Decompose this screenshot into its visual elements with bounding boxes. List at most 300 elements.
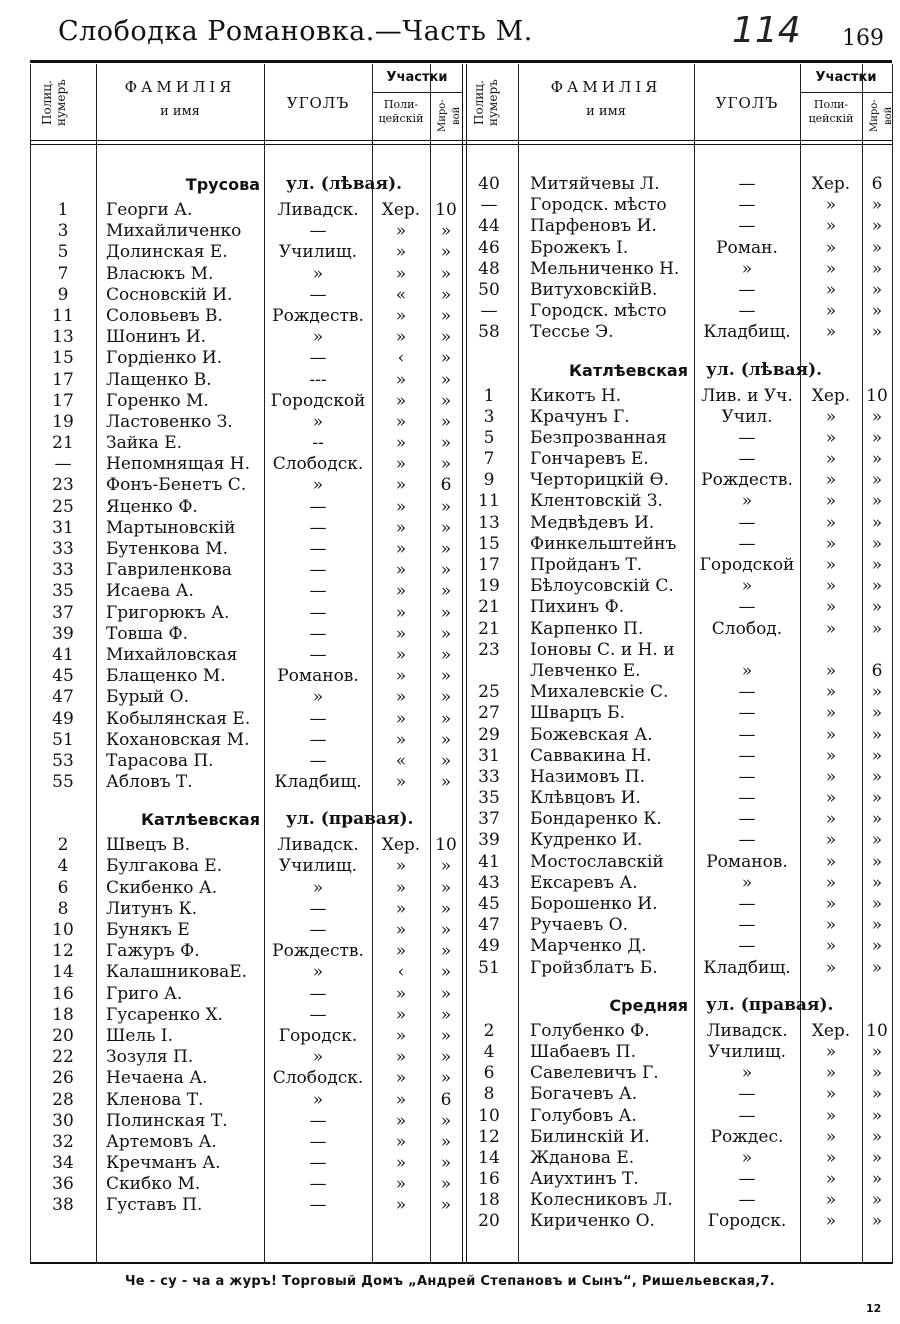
magistrate-district: » [871, 936, 883, 957]
police-district: » [395, 517, 407, 538]
resident-name: Карпенко П. [530, 618, 644, 639]
table-row [460, 322, 892, 343]
table-row [460, 1063, 892, 1084]
table-row [30, 1068, 462, 1089]
police-district: » [825, 1126, 837, 1147]
resident-name: Власюкъ М. [106, 263, 214, 284]
police-district: » [825, 703, 837, 724]
resident-name: Пройданъ Т. [530, 555, 643, 575]
magistrate-district: » [871, 427, 883, 448]
page-number-top: 169 [842, 26, 884, 51]
resident-name: Георги А. [106, 200, 193, 220]
corner-street: » [312, 1047, 324, 1068]
table-row [30, 645, 462, 666]
house-number: 18 [478, 1190, 500, 1211]
magistrate-district: » [440, 920, 452, 940]
resident-name: Сосновскій И. [106, 284, 233, 305]
corner-street: — [738, 936, 756, 957]
resident-name: Шонинъ И. [106, 327, 207, 348]
resident-name: Мельниченко Н. [530, 258, 680, 279]
house-number: — [480, 195, 498, 216]
corner-street: — [738, 766, 756, 787]
magistrate-district: » [871, 1169, 883, 1190]
corner-street: — [738, 703, 756, 724]
police-district: Хер. [811, 1020, 851, 1041]
resident-name: Бондаренко К. [530, 809, 662, 830]
house-number: 25 [52, 496, 74, 517]
magistrate-district: » [440, 1025, 452, 1046]
magistrate-district: » [440, 623, 452, 644]
resident-name: Швецъ В. [106, 835, 191, 856]
resident-name: Мостославскій [530, 851, 664, 872]
table-row [460, 491, 892, 512]
corner-street: — [738, 809, 756, 830]
magistrate-district: » [871, 406, 883, 427]
table-row [30, 560, 462, 581]
house-number: 41 [52, 644, 74, 665]
page-title: Слободка Романовка.—Часть М. [58, 16, 533, 47]
table-row [460, 174, 892, 195]
street-heading [460, 979, 892, 1021]
corner-street: Городской [699, 555, 795, 575]
magistrate-district: » [440, 1153, 452, 1174]
resident-name: Городск. мѣсто [530, 301, 667, 322]
police-district: » [395, 496, 407, 517]
table-row [460, 280, 892, 301]
police-district: » [395, 687, 407, 708]
police-district: » [395, 1153, 407, 1174]
districts-subrule [372, 92, 462, 93]
corner-street: — [738, 279, 756, 300]
police-district: » [825, 766, 837, 787]
house-number: 45 [478, 894, 500, 914]
resident-name: Богачевъ А. [530, 1084, 638, 1105]
resident-name: Кречманъ А. [106, 1153, 221, 1174]
magistrate-district: » [871, 788, 883, 809]
police-district: » [395, 411, 407, 432]
resident-name: Савелевичъ Г. [530, 1063, 659, 1084]
house-number: 19 [478, 576, 500, 597]
magistrate-district: » [871, 470, 883, 491]
table-row [460, 259, 892, 280]
police-district: » [825, 1147, 837, 1168]
table-row [460, 936, 892, 957]
resident-name: Гавриленкова [106, 560, 232, 581]
table-row [30, 603, 462, 624]
house-number: 46 [478, 237, 500, 258]
police-district: » [395, 941, 407, 962]
table-row [30, 878, 462, 899]
corner-street: Лив. и Уч. [701, 385, 793, 406]
police-district: » [825, 618, 837, 639]
street-side: ул. (правая). [286, 809, 414, 830]
magistrate-district: » [871, 894, 883, 914]
house-number: 13 [478, 512, 500, 533]
table-row [30, 899, 462, 920]
resident-name: Кикотъ Н. [530, 385, 622, 406]
resident-name: ВитуховскійВ. [530, 279, 658, 300]
police-district: » [395, 263, 407, 284]
table-row [460, 195, 892, 216]
magistrate-district: » [871, 1147, 883, 1168]
police-district: » [395, 1131, 407, 1152]
corner-street: » [741, 491, 753, 512]
th-districts-right: Участки [815, 70, 877, 85]
resident-name: Гончаревъ Е. [530, 449, 649, 470]
corner-street: Кладбищ. [703, 957, 791, 978]
table-row [460, 619, 892, 640]
resident-name: Городск. мѣсто [530, 195, 667, 216]
corner-street: Кладбищ. [274, 772, 362, 793]
corner-street: Романов. [706, 851, 788, 872]
street-name: Катлѣевская [568, 360, 688, 380]
street-heading [460, 344, 892, 386]
th-surname-right: ФАМИЛІЯ [550, 78, 662, 96]
table-row [30, 1153, 462, 1174]
corner-street: — [738, 1169, 756, 1190]
police-district: » [395, 1110, 407, 1131]
corner-street: Слободск. [272, 1068, 364, 1089]
corner-street: Кладбищ. [703, 322, 791, 343]
resident-name: Бурый О. [106, 687, 189, 708]
police-district: » [825, 851, 837, 872]
magistrate-district: » [440, 750, 452, 771]
table-row [460, 788, 892, 809]
corner-street: — [309, 581, 327, 602]
police-district: » [825, 745, 837, 766]
police-district: » [825, 915, 837, 936]
police-district: » [395, 602, 407, 623]
police-district: » [395, 560, 407, 581]
table-row [30, 497, 462, 518]
magistrate-district: » [440, 348, 452, 369]
house-number: 5 [483, 427, 495, 448]
header-bottom-rule-2 [30, 144, 892, 145]
corner-street: Учил. [721, 406, 773, 427]
police-district: » [825, 936, 837, 957]
house-number: 58 [478, 322, 500, 343]
magistrate-district: » [871, 915, 883, 936]
magistrate-district: » [440, 284, 452, 305]
magistrate-district: » [440, 581, 452, 602]
house-number: 39 [52, 623, 74, 644]
th-corner-right: УГОЛЪ [715, 94, 779, 112]
resident-name: Колесниковъ Л. [530, 1190, 673, 1211]
police-district: » [395, 1004, 407, 1025]
house-number: 9 [57, 284, 69, 305]
resident-name: Крачунъ Г. [530, 406, 630, 427]
table-row [460, 449, 892, 470]
table-row [460, 1021, 892, 1042]
resident-name: Кохановская М. [106, 729, 250, 750]
corner-street: — [309, 602, 327, 623]
resident-name: Парфеновъ И. [530, 216, 657, 237]
resident-name: Шель І. [106, 1025, 174, 1046]
magistrate-district: » [440, 1131, 452, 1152]
table-row [460, 640, 892, 661]
police-district: Хер. [811, 174, 851, 194]
corner-street: » [312, 1089, 324, 1110]
house-number: 8 [57, 898, 69, 919]
police-district: » [395, 729, 407, 750]
house-number: 43 [478, 872, 500, 893]
police-district: » [395, 221, 407, 242]
magistrate-district: 6 [440, 475, 452, 496]
corner-street: Городской [270, 390, 366, 411]
magistrate-district: » [440, 983, 452, 1004]
resident-name: Лащенко В. [106, 369, 212, 390]
house-number: 47 [478, 915, 500, 936]
house-number: 47 [52, 687, 74, 708]
magistrate-district: » [871, 301, 883, 322]
house-number: 17 [52, 369, 74, 390]
police-district: Хер. [811, 385, 851, 406]
police-district: » [825, 555, 837, 575]
magistrate-district: 10 [435, 835, 457, 856]
magistrate-district: » [440, 1004, 452, 1025]
corner-street: — [738, 533, 756, 554]
house-number: 6 [57, 877, 69, 898]
corner-street: » [312, 877, 324, 898]
table-row [30, 751, 462, 772]
table-row [460, 915, 892, 936]
table-row [30, 539, 462, 560]
resident-name: Михалевскіе С. [530, 682, 669, 703]
magistrate-district: » [440, 666, 452, 687]
house-number: 19 [52, 411, 74, 432]
magistrate-district: » [871, 1211, 883, 1232]
resident-name: Шварцъ Б. [530, 703, 626, 724]
corner-street: — [738, 724, 756, 745]
resident-name: Ексаревъ А. [530, 872, 638, 893]
police-district: » [395, 369, 407, 390]
table-row [460, 1084, 892, 1105]
house-number: 48 [478, 258, 500, 279]
magistrate-district: » [440, 327, 452, 348]
magistrate-district: » [871, 533, 883, 554]
districts-subrule [800, 92, 892, 93]
magistrate-district: » [871, 618, 883, 639]
corner-street: » [741, 1063, 753, 1084]
corner-street: — [738, 1084, 756, 1105]
house-number: 34 [52, 1153, 74, 1174]
house-number: 10 [478, 1105, 500, 1126]
police-district: » [825, 682, 837, 703]
corner-street: » [312, 475, 324, 496]
police-district: » [395, 983, 407, 1004]
table-row [30, 1132, 462, 1153]
house-number: 12 [52, 941, 74, 962]
police-district: » [825, 1105, 837, 1126]
corner-street: Рождеств. [272, 305, 364, 326]
resident-name: Яценко Ф. [106, 496, 198, 517]
house-number: 3 [57, 221, 69, 242]
police-district: » [825, 1041, 837, 1062]
corner-street: — [738, 830, 756, 851]
house-number: 14 [478, 1147, 500, 1168]
house-number: 21 [478, 618, 500, 639]
police-district: » [825, 491, 837, 512]
resident-name: Ластовенко З. [106, 411, 233, 432]
resident-name: Долинская Е. [106, 242, 228, 263]
magistrate-district: » [440, 1068, 452, 1089]
corner-street: Ливадск. [277, 200, 359, 220]
table-row [30, 835, 462, 856]
house-number: 4 [57, 856, 69, 877]
table-row [30, 1047, 462, 1068]
magistrate-district: » [871, 766, 883, 787]
resident-name: Зозуля П. [106, 1047, 194, 1068]
header-bottom-rule [30, 140, 892, 141]
magistrate-district: » [440, 1047, 452, 1068]
house-number: 1 [483, 385, 495, 406]
resident-name: Медвѣдевъ И. [530, 512, 655, 533]
corner-street: — [309, 729, 327, 750]
police-district: » [395, 390, 407, 411]
table-row [30, 1174, 462, 1195]
table-row [460, 725, 892, 746]
th-police-right: Поли- цейскій [808, 98, 854, 125]
magistrate-district: » [871, 724, 883, 745]
magistrate-district: » [440, 517, 452, 538]
table-row [460, 894, 892, 915]
house-number: 36 [52, 1174, 74, 1195]
house-number: 26 [52, 1068, 74, 1089]
table-row [460, 767, 892, 788]
resident-name: Левченко Е. [530, 660, 641, 681]
resident-name: Зайка Е. [106, 433, 183, 454]
table-row [30, 475, 462, 496]
table-row [460, 534, 892, 555]
house-number: 4 [483, 1041, 495, 1062]
police-district: » [395, 856, 407, 877]
th-corner-left: УГОЛЪ [286, 94, 350, 112]
resident-name: Михайличенко [106, 221, 242, 242]
magistrate-district: » [871, 1126, 883, 1147]
house-number: 32 [52, 1131, 74, 1152]
police-district: » [825, 195, 837, 216]
magistrate-district: » [871, 1041, 883, 1062]
police-district: » [825, 576, 837, 597]
house-number: 17 [478, 555, 500, 575]
magistrate-district: » [440, 454, 452, 475]
corner-street: Училищ. [278, 242, 358, 263]
corner-street: » [741, 258, 753, 279]
corner-street: — [309, 517, 327, 538]
magistrate-district: » [440, 496, 452, 517]
corner-street: Рождес. [710, 1126, 784, 1147]
police-district: » [825, 957, 837, 978]
corner-street: Слободск. [272, 454, 364, 475]
corner-street: — [738, 301, 756, 322]
table-row [460, 238, 892, 259]
house-number: 29 [478, 724, 500, 745]
house-number: 23 [52, 475, 74, 496]
table-row [30, 200, 462, 221]
table-row [30, 709, 462, 730]
table-row [30, 624, 462, 645]
house-number: 16 [478, 1169, 500, 1190]
resident-name: Марченко Д. [530, 936, 647, 957]
police-district: » [395, 877, 407, 898]
house-number: 33 [478, 766, 500, 787]
police-district: » [395, 433, 407, 454]
corner-street: — [738, 512, 756, 533]
magistrate-district: » [871, 491, 883, 512]
police-district: » [825, 1190, 837, 1211]
resident-name: Товша Ф. [106, 623, 189, 644]
th-police-left: Поли- цейскій [378, 98, 424, 125]
corner-street: — [738, 216, 756, 237]
magistrate-district: » [440, 242, 452, 263]
table-row [460, 873, 892, 894]
corner-street: Рождеств. [701, 470, 793, 491]
table-row [30, 242, 462, 263]
resident-name: Брожекъ І. [530, 237, 629, 258]
corner-street: Ливадск. [277, 835, 359, 856]
table-row [30, 348, 462, 369]
police-district: » [825, 660, 837, 681]
resident-name: Клентовскій З. [530, 491, 663, 512]
corner-street: — [309, 1004, 327, 1025]
resident-name: Безпрозванная [530, 427, 667, 448]
table-row [460, 301, 892, 322]
th-name-right: и имя [586, 104, 626, 119]
magistrate-district: » [440, 708, 452, 729]
police-district: » [825, 322, 837, 343]
street-side: ул. (лѣвая). [286, 174, 403, 194]
police-district: » [395, 623, 407, 644]
police-district: » [825, 258, 837, 279]
magistrate-district: » [440, 687, 452, 708]
corner-street: — [738, 894, 756, 914]
resident-name: Митяйчевы Л. [530, 174, 660, 194]
house-number: 55 [52, 772, 74, 793]
table-row [30, 412, 462, 433]
house-number: 14 [52, 962, 74, 983]
resident-name: Бѣлоусовскій С. [530, 576, 674, 597]
corner-street: — [738, 597, 756, 618]
table-row [460, 407, 892, 428]
house-number: 45 [52, 666, 74, 687]
magistrate-district: » [871, 597, 883, 618]
table-row [30, 518, 462, 539]
corner-street: -- [312, 433, 324, 454]
col-line [892, 64, 893, 1264]
magistrate-district: » [440, 390, 452, 411]
corner-street: Городск. [707, 1211, 787, 1232]
house-number: 11 [52, 305, 74, 326]
magistrate-district: » [871, 1084, 883, 1105]
house-number: 51 [52, 729, 74, 750]
house-number: 2 [57, 835, 69, 856]
magistrate-district: » [440, 877, 452, 898]
th-number-left: Полиц. нумеръ [40, 79, 68, 127]
table-row [30, 221, 462, 242]
resident-name: Соловьевъ В. [106, 305, 223, 326]
table-row [460, 1106, 892, 1127]
police-district: » [825, 830, 837, 851]
table-row [460, 809, 892, 830]
corner-street: » [741, 872, 753, 893]
magistrate-district: » [871, 216, 883, 237]
table-row [30, 687, 462, 708]
house-number: 12 [478, 1126, 500, 1147]
police-district: » [395, 920, 407, 940]
house-number: 20 [52, 1025, 74, 1046]
resident-name: Григорюкъ А. [106, 602, 230, 623]
police-district: » [825, 788, 837, 809]
